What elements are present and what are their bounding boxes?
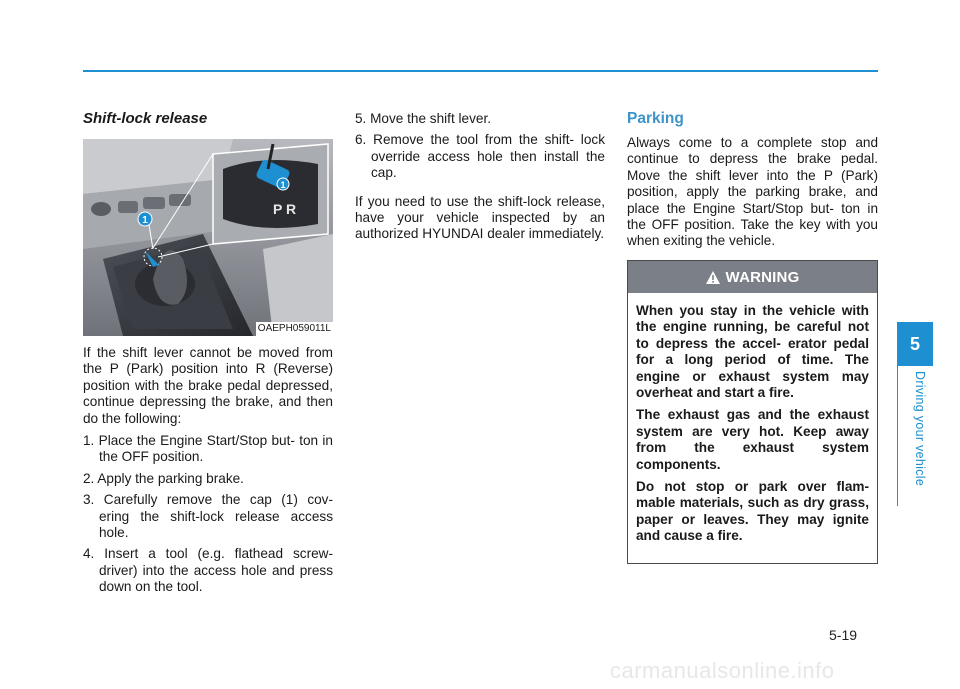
intro-paragraph: If the shift lever cannot be moved from the P (Park) position into R (Reverse) position with the brake pedal depressed, continue depressing the brake, and then do the following: xyxy=(83,345,333,426)
header-rule xyxy=(83,70,878,72)
section-title: Parking xyxy=(627,110,684,127)
list-item: 3. Carefully remove the cap (1) cov- ering the shift-lock release access hole. xyxy=(83,492,333,541)
chapter-title xyxy=(915,371,929,501)
page-number: 5-19 xyxy=(829,627,858,643)
left-body xyxy=(83,345,333,601)
figure-code: OAEPH059011L xyxy=(257,323,331,334)
warning-paragraph: When you stay in the vehicle with the engine running, be careful not to depress the accel- erator pedal for a long period of time. The engine or exhaust system may overheat and start a fire. xyxy=(636,303,869,401)
list-item: 1. Place the Engine Start/Stop but- ton in the OFF position. xyxy=(83,433,333,465)
section-title: Shift-lock release xyxy=(83,110,208,127)
gear-letters: P R xyxy=(273,201,297,217)
warning-icon xyxy=(706,271,720,284)
warning-paragraph: The exhaust gas and the exhaust system are very hot. Keep away from the exhaust system components. xyxy=(636,407,869,472)
warning-label: WARNING xyxy=(725,268,800,286)
console-illustration xyxy=(83,139,333,336)
shift-lock-figure xyxy=(83,139,333,336)
list-item: 5. Move the shift lever. xyxy=(355,111,492,126)
list-item: 2. Apply the parking brake. xyxy=(83,470,244,486)
steps-list-continued xyxy=(355,111,605,182)
chapter-rule xyxy=(897,366,898,506)
warning-body xyxy=(628,293,877,545)
chapter-title-text: Driving your vehicle xyxy=(913,371,927,487)
list-item: 4. Insert a tool (e.g. flathead screw- driver) into the access hole and press down on the tool. xyxy=(83,546,333,595)
callout-number: 1 xyxy=(142,215,148,226)
warning-paragraph: Do not stop or park over flam- mable materials, such as dry grass, paper or leaves. They may ignite and cause a fire. xyxy=(636,479,869,544)
warning-header xyxy=(628,261,877,293)
inset-callout-number: 1 xyxy=(280,180,286,190)
parking-paragraph: Always come to a complete stop and continue to depress the brake pedal. Move the shift lever into the P (Park) position, apply the parking brake, and place the Engine Start/Stop but- ton in the OFF position. Take the key with you when exiting the vehicle. xyxy=(627,135,878,249)
inspection-note: If you need to use the shift-lock release, have your vehicle inspected by an authorized HYUNDAI dealer immediately. xyxy=(355,193,605,242)
chapter-tab: 5 xyxy=(897,322,933,366)
steps-list xyxy=(83,433,333,596)
warning-box xyxy=(627,260,878,564)
watermark: carmanualsonline.info xyxy=(610,658,835,683)
list-item: 6. Remove the tool from the shift- lock override access hole then install the cap. xyxy=(355,132,605,181)
